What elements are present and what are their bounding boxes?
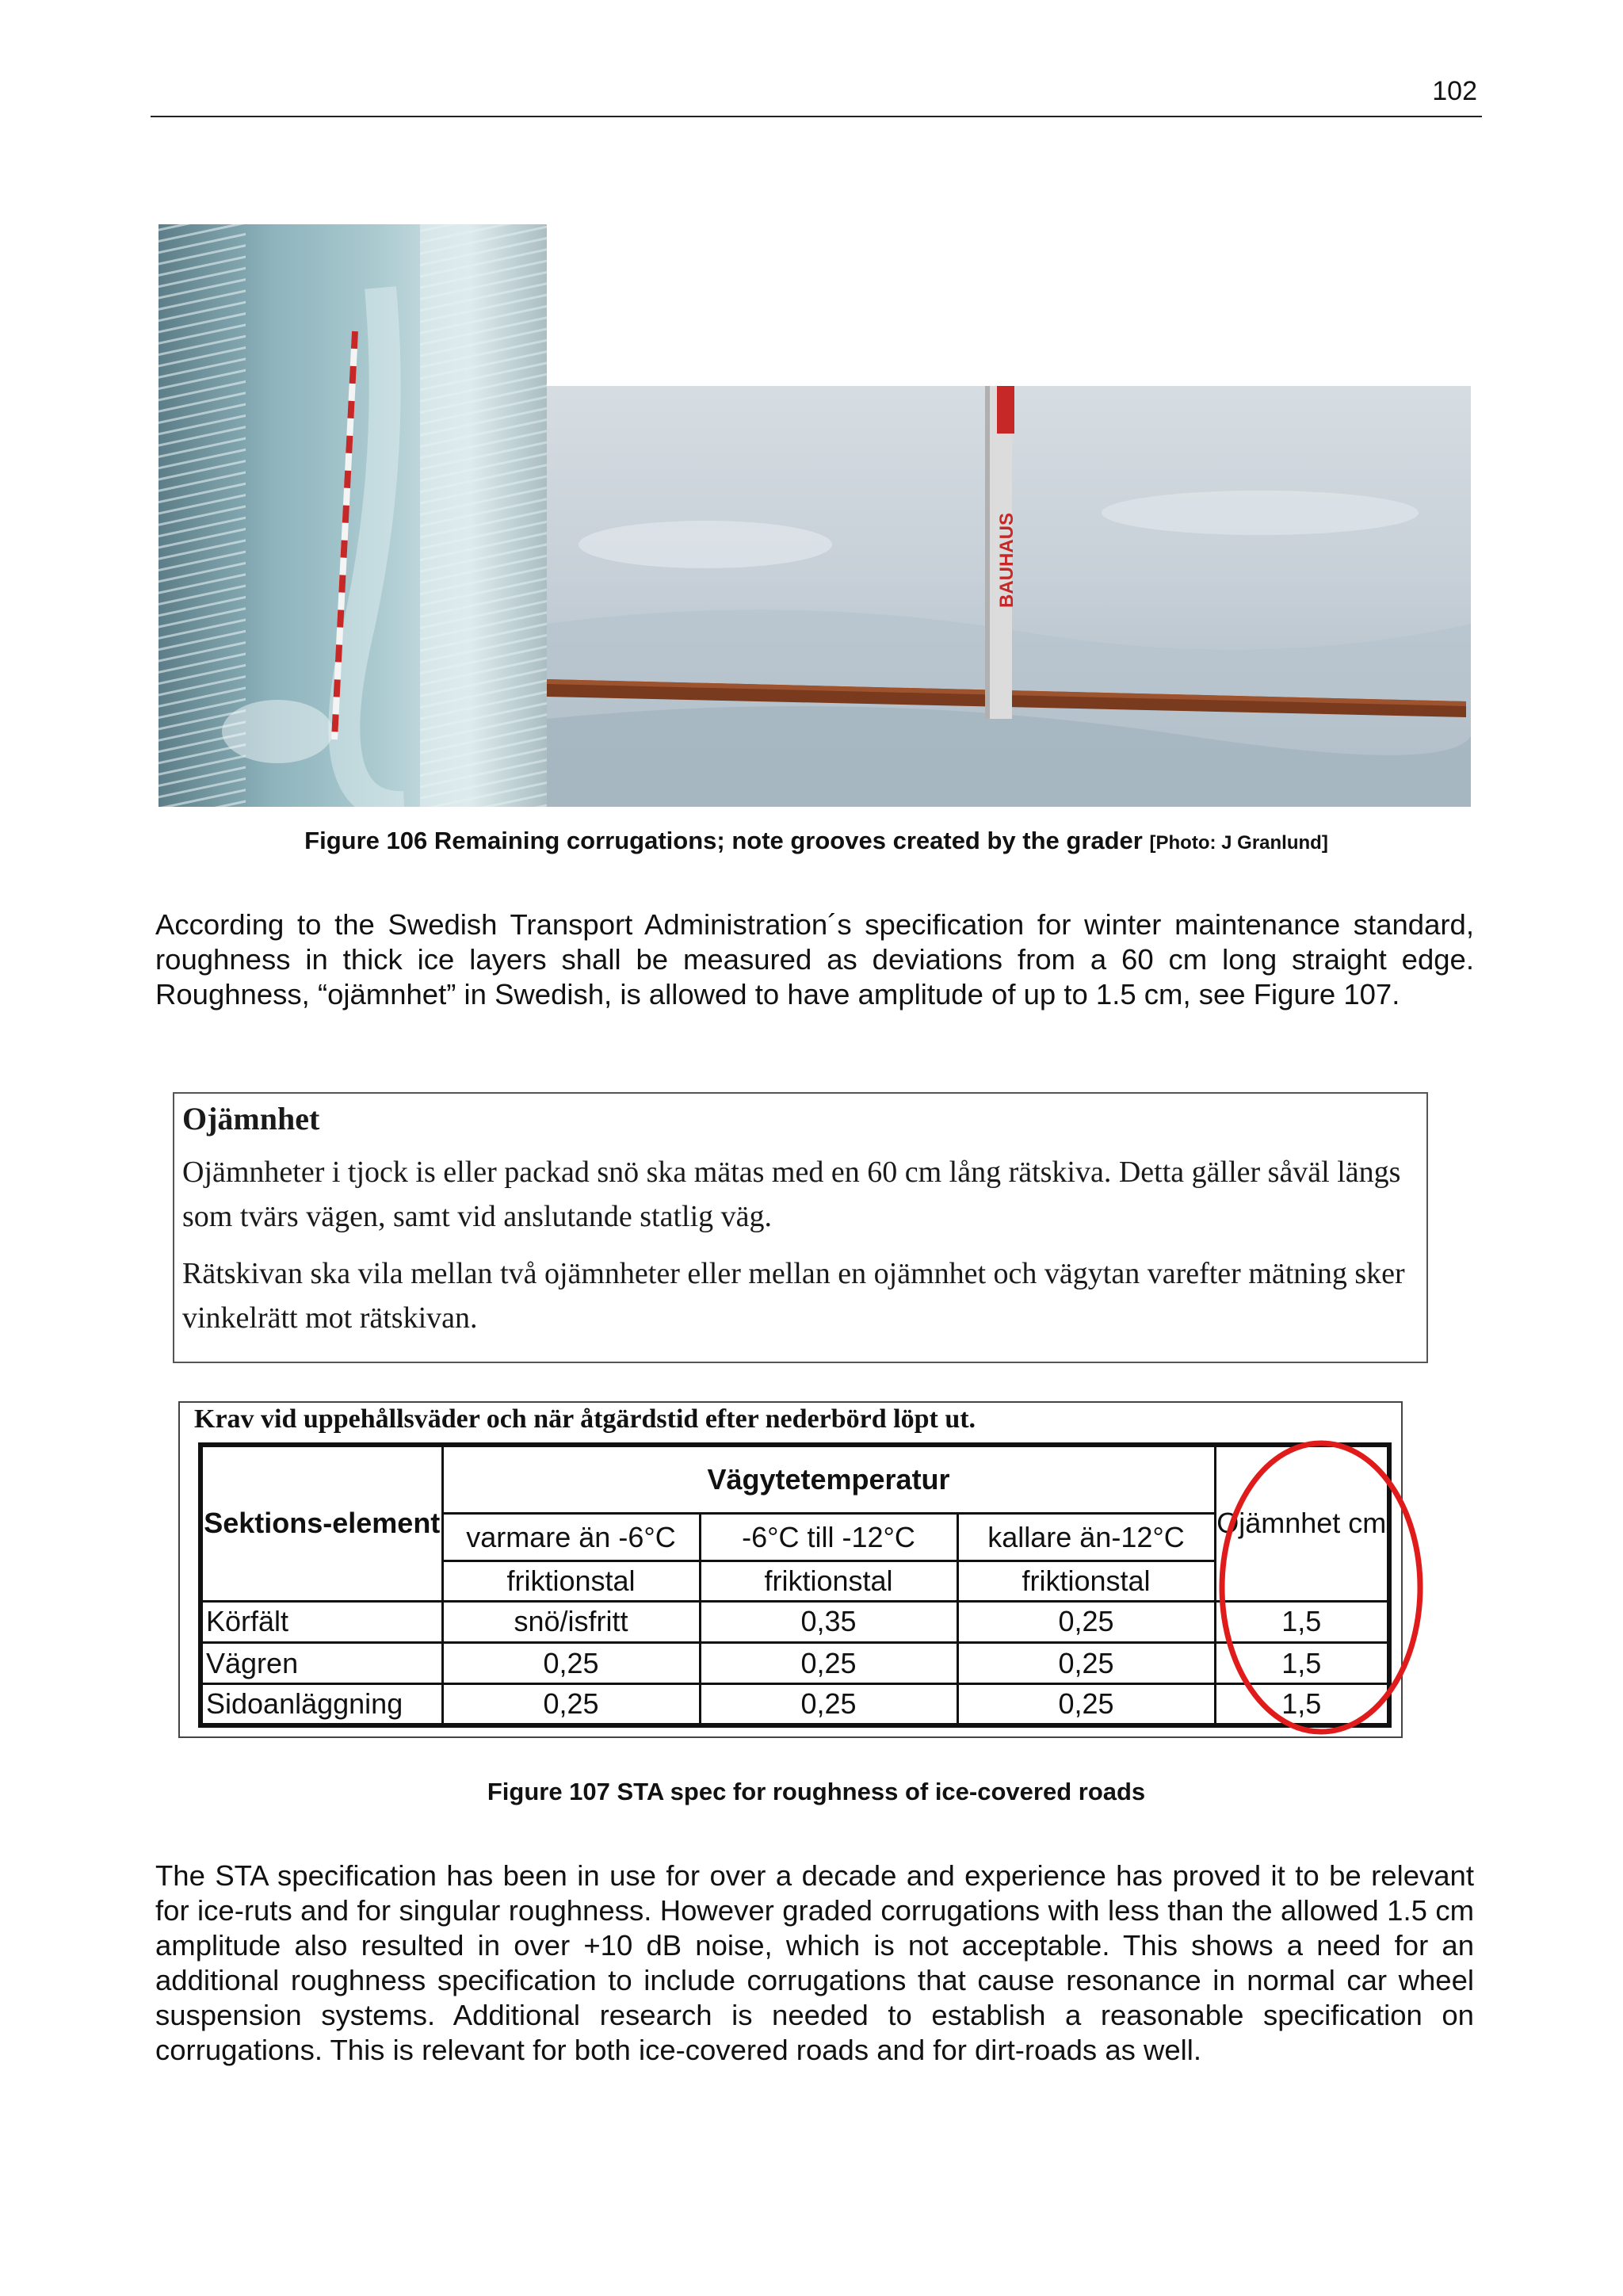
table-cell: 0,25: [957, 1684, 1215, 1725]
table-row: [200, 1601, 1389, 1642]
table-row: [200, 1642, 1389, 1683]
row-label: Sidoanläggning: [200, 1684, 442, 1725]
table-cell: 0,25: [957, 1642, 1215, 1683]
spec-box-paragraph-1: Ojämnheter i tjock is eller packad snö ska mätas med en 60 cm lång rätskiva. Detta gäller såväl längs som tvärs vägen, samt vid anslutande statlig väg.: [182, 1156, 1401, 1233]
table-row: [200, 1684, 1389, 1725]
row-label: Vägren: [200, 1642, 442, 1683]
spec-table-heading: Krav vid uppehållsväder och när åtgärdstid efter nederbörd löpt ut.: [194, 1404, 976, 1434]
table-cell: 0,25: [442, 1684, 700, 1725]
col-header-temp-range: kallare än-12°C: [957, 1513, 1215, 1561]
table-cell: 0,25: [700, 1684, 957, 1725]
table-cell: 1,5: [1215, 1684, 1389, 1725]
figure-106-caption: [151, 827, 1482, 855]
header-rule: [151, 116, 1482, 117]
table-cell: 0,25: [700, 1642, 957, 1683]
col-header-temp-range: varmare än -6°C: [442, 1513, 700, 1561]
spec-table-figure: [178, 1401, 1403, 1738]
row-label: Körfält: [200, 1601, 442, 1642]
col-subheader-friction: friktionstal: [442, 1561, 700, 1601]
figure-107-caption: Figure 107 STA spec for roughness of ice-covered roads: [487, 1778, 1146, 1805]
photo-icy-road-ruler: [158, 224, 547, 807]
paragraph-sta-specification: According to the Swedish Transport Administration´s specification for winter maintenance standard, roughness in thick ice layers shall be measured as deviations from a 60 cm long straight edge. Roughness, “ojämnhet” in Swedish, is allowed to have amplitude of up to 1.5 cm, see Figure 107.: [155, 908, 1474, 1010]
photo-straight-edge-on-ice: [547, 386, 1471, 807]
figure-106-caption-main: Figure 106 Remaining corrugations; note grooves created by the grader: [304, 827, 1143, 854]
table-cell: 1,5: [1215, 1642, 1389, 1683]
col-header-temp-range: -6°C till -12°C: [700, 1513, 957, 1561]
paragraph-sta-experience: The STA specification has been in use for over a decade and experience has proved it to be relevant for ice-ruts and for singular roughness. However graded corrugations with less than the allowed 1.5 cm amplitude also resulted in over +10 dB noise, which is not acceptable. This shows a need for an additional roughness specification to include corrugations that cause resonance in normal car wheel suspension systems. Additional research is needed to establish a reasonable specification on corrugations. This is relevant for both ice-covered roads and for dirt-roads as well.: [155, 1859, 1474, 2066]
spec-table: [198, 1442, 1392, 1728]
col-header-section-element: Sektions-element: [200, 1445, 442, 1601]
page-number: 102: [1432, 76, 1477, 106]
svg-text:BAUHAUS: BAUHAUS: [996, 513, 1018, 608]
spec-box-title: Ojämnhet: [182, 1101, 320, 1137]
figure-106-photo-credit: [Photo: J Granlund]: [1149, 832, 1328, 854]
table-cell: snö/isfritt: [442, 1601, 700, 1642]
col-subheader-friction: friktionstal: [700, 1561, 957, 1601]
table-cell: 0,25: [957, 1601, 1215, 1642]
spec-text-box: [173, 1092, 1428, 1363]
col-header-road-surface-temperature: Vägytetemperatur: [442, 1445, 1215, 1513]
table-cell: 0,35: [700, 1601, 957, 1642]
table-cell: 0,25: [442, 1642, 700, 1683]
spec-box-paragraph-2: Rätskivan ska vila mellan två ojämnheter eller mellan en ojämnhet och vägytan varefter mätning sker vinkelrätt mot rätskivan.: [182, 1257, 1405, 1335]
col-header-roughness: Ojämnhet cm: [1215, 1445, 1389, 1601]
table-cell: 1,5: [1215, 1601, 1389, 1642]
col-subheader-friction: friktionstal: [957, 1561, 1215, 1601]
